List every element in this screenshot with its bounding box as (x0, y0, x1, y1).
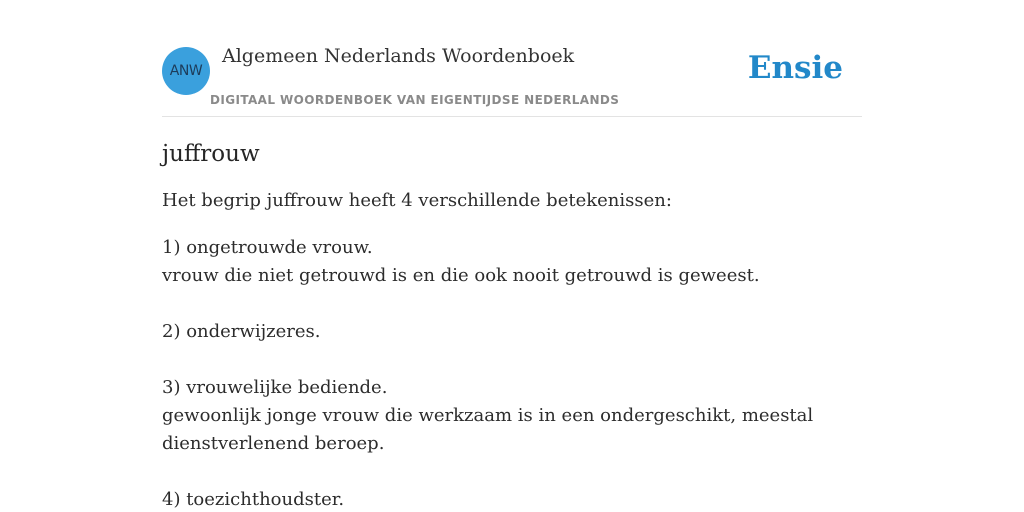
meaning-description: gewoonlijk jonge vrouw die werkzaam is in een ondergeschikt, meestal dienstverlenend beroep. (162, 405, 814, 454)
meaning-item (162, 318, 862, 346)
site-subtitle: DIGITAAL WOORDENBOEK VAN EIGENTIJDSE NEDERLANDS (210, 93, 620, 107)
meaning-title: 4) toezichthoudster. (162, 489, 345, 510)
site-title[interactable]: Algemeen Nederlands Woordenboek (222, 45, 575, 67)
site-header (162, 0, 862, 117)
entry-intro: Het begrip juffrouw heeft 4 verschillende betekenissen: (162, 190, 672, 211)
entry-content (162, 136, 862, 512)
meaning-item (162, 374, 862, 458)
meaning-description: vrouw die niet getrouwd is en die ook nooit getrouwd is geweest. (162, 265, 760, 286)
ensie-brand-link[interactable]: Ensie (747, 50, 843, 86)
meaning-title: 3) vrouwelijke bediende. (162, 377, 388, 398)
meaning-title: 1) ongetrouwde vrouw. (162, 237, 373, 258)
entry-term: juffrouw (162, 141, 260, 167)
meanings-list (162, 234, 862, 512)
meaning-item (162, 486, 862, 512)
anw-logo[interactable]: ANW (162, 47, 210, 95)
meaning-item (162, 234, 862, 290)
meaning-title: 2) onderwijzeres. (162, 321, 321, 342)
